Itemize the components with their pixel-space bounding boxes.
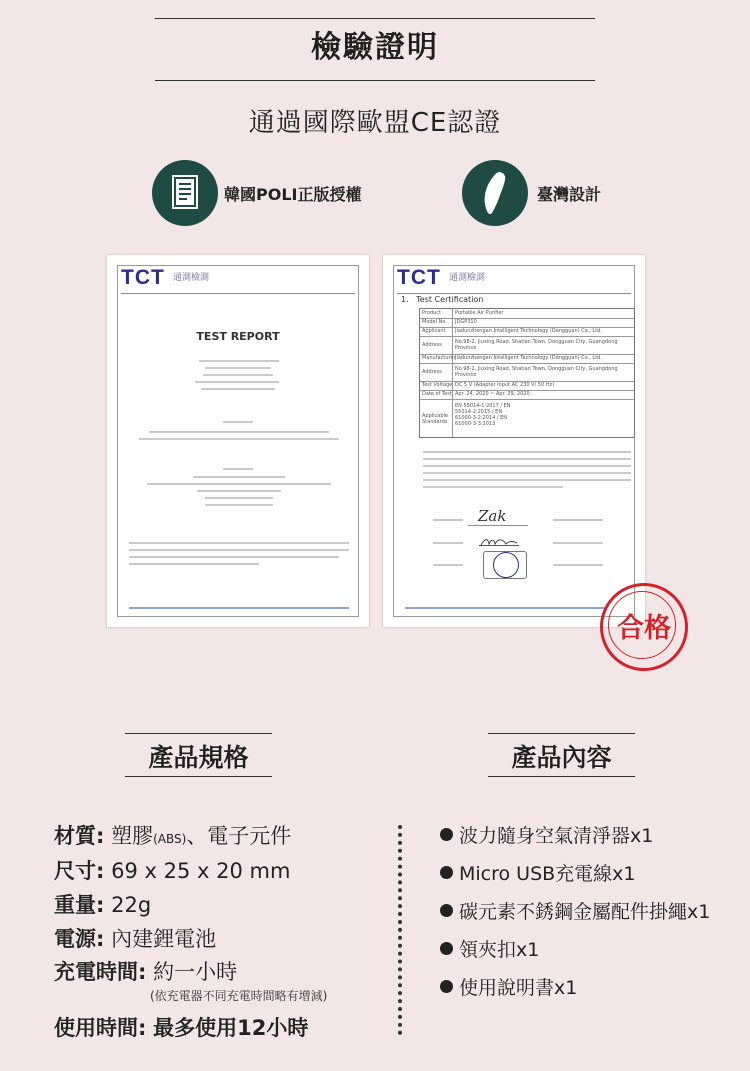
spec-size: 尺寸: 69 x 25 x 20 mm: [54, 859, 291, 883]
badge-label-taiwan-design: 臺灣設計: [537, 185, 602, 204]
table-label: Address: [422, 369, 442, 375]
test-report-cover: [107, 255, 369, 627]
document-icon: [152, 160, 218, 226]
table-label: Test Voltage: [422, 382, 453, 388]
test-report-title: TEST REPORT: [196, 330, 280, 343]
contents-bottom-rule: [488, 776, 635, 777]
contents-top-rule: [488, 733, 635, 734]
table-value: Jiadunzhengan Intelligent Technology (Dongguan) Co., Ltd.: [455, 328, 602, 334]
pass-stamp-text: 合格: [617, 613, 671, 644]
column-divider: [398, 825, 402, 1035]
tct-seal-icon: [493, 552, 519, 578]
list-item: 使用說明書x1: [440, 973, 577, 1000]
tct-logo: TCT: [397, 266, 441, 289]
list-item: 領夾扣x1: [440, 935, 539, 962]
table-value: DC 5 V (Adapter Input AC 230 V/ 50 Hz): [455, 382, 555, 388]
table-label: Model No.: [422, 319, 447, 325]
taiwan-map-icon: [462, 160, 528, 226]
tct-logo-subtitle: 通測檢測: [173, 273, 210, 283]
spec-power: 電源: 內建鋰電池: [54, 927, 217, 951]
checked-signature: [479, 533, 519, 546]
tct-logo: TCT: [121, 266, 165, 289]
table-value: Jiadunzhengan Intelligent Technology (Dongguan) Co., Ltd.: [455, 355, 602, 361]
spec-material: 材質: 塑膠(ABS)、電子元件: [54, 824, 292, 848]
table-label: Address: [422, 342, 442, 348]
contents-title: 產品內容: [511, 743, 612, 772]
table-value: Apr. 24, 2020 ~ Apr. 29, 2020: [455, 391, 530, 397]
certification-heading: 1. Test Certification: [401, 295, 484, 304]
table-label: Product: [422, 310, 441, 316]
test-certification-page: [383, 255, 645, 627]
table-label: Applicant: [422, 328, 446, 334]
header-bottom-rule: [155, 80, 595, 81]
table-label: Date of Test: [422, 391, 452, 397]
table-label: Applicable Standards: [422, 413, 448, 425]
list-item: Micro USB充電線x1: [440, 859, 636, 886]
header-top-rule: [155, 18, 595, 19]
pass-stamp: [600, 583, 688, 671]
list-item: 波力隨身空氣清淨器x1: [440, 821, 653, 848]
table-value: Portable Air Purifier: [455, 310, 504, 316]
signature: Zak: [478, 507, 507, 525]
table-value: No.98-2, Jiuxing Road, Shatian Town, Dongguan City, Guangdong Province: [455, 339, 618, 351]
specs-title: 產品規格: [148, 743, 249, 772]
spec-weight: 重量: 22g: [54, 893, 152, 917]
table-label: Manufacturer: [422, 355, 456, 361]
page-title: 檢驗證明: [311, 30, 439, 65]
table-value: JDGP310: [455, 319, 477, 325]
specs-bottom-rule: [125, 776, 272, 777]
spec-charge-note: (依充電器不同充電時間略有增減): [150, 989, 328, 1003]
specs-top-rule: [125, 733, 272, 734]
badge-label-poli: 韓國POLI正版授權: [224, 185, 362, 204]
tct-logo-subtitle: 通測檢測: [449, 273, 486, 283]
table-value: No.98-2, Jiuxing Road, Shatian Town, Dongguan City, Guangdong Province: [455, 366, 618, 378]
table-value: EN 55014-1:2017 / EN 55014-2:2015 / EN 61000-3-2:2014 / EN 61000-3-3:2013: [455, 403, 511, 427]
ce-certification-subtitle: 通過國際歐盟CE認證: [248, 108, 502, 138]
list-item: 碳元素不銹鋼金屬配件掛繩x1: [440, 897, 710, 924]
spec-charge-time: 充電時間: 約一小時: [54, 960, 238, 984]
spec-use-time: 使用時間: 最多使用12小時: [54, 1016, 309, 1040]
certification-table: [419, 308, 635, 438]
